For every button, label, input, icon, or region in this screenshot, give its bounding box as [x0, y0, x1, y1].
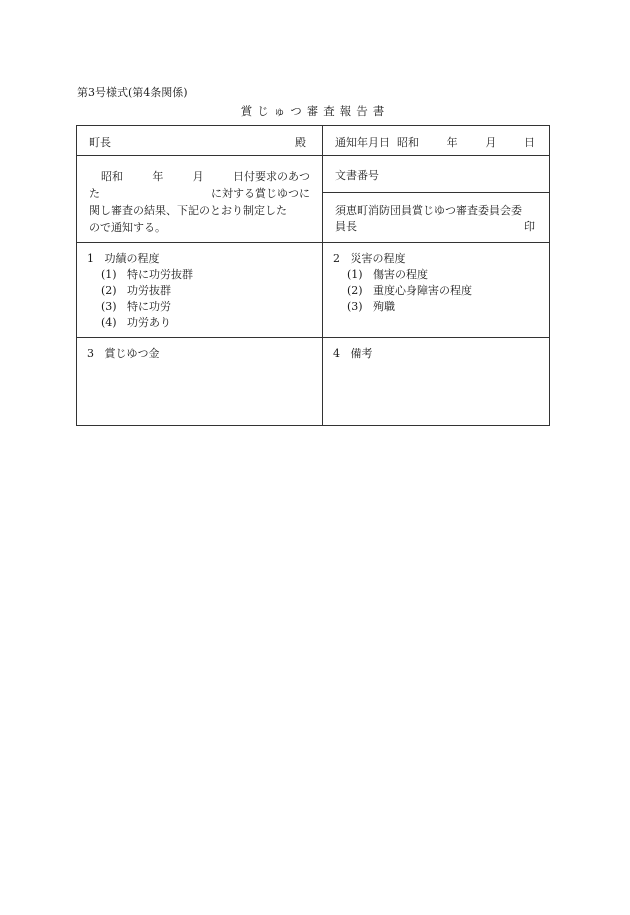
- notice-date-day: 日: [523, 136, 535, 149]
- remarks-heading: 4 備考: [333, 347, 373, 360]
- form-number: 第3号様式(第4条関係): [77, 86, 188, 99]
- merit-degree-cell: [77, 243, 323, 338]
- merit-item: (2) 功労抜群: [101, 284, 171, 297]
- seal-mark: 印: [524, 220, 535, 233]
- document-title: 賞じゅつ審査報告書: [240, 104, 390, 118]
- disaster-item: (1) 傷害の程度: [347, 268, 428, 281]
- report-form-table: [76, 125, 550, 426]
- merit-heading: 1 功績の程度: [87, 252, 160, 265]
- addressee-cell: [77, 126, 323, 156]
- award-cell: [77, 338, 323, 426]
- merit-item: (1) 特に功労抜群: [101, 268, 193, 281]
- remarks-cell: [323, 338, 550, 426]
- merit-item: (3) 特に功労: [101, 300, 171, 313]
- notice-date-label: 通知年月日 昭和: [335, 136, 419, 149]
- committee-chair-field: 須恵町消防団員賞じゆつ審査委員会委 員長 印: [335, 204, 535, 233]
- document-number-field: 文書番号: [323, 156, 549, 193]
- notice-date-month: 月: [485, 136, 497, 149]
- disaster-item: (2) 重度心身障害の程度: [347, 284, 472, 297]
- notice-date-year: 年: [446, 136, 458, 149]
- disaster-heading: 2 災害の程度: [333, 252, 406, 265]
- doc-info-cell: [323, 156, 550, 243]
- request-line-3: 関し審査の結果、下記のとおり制定した: [89, 204, 287, 217]
- award-heading: 3 賞じゆつ金: [87, 347, 160, 360]
- request-line-2: た に対する賞じゆつに: [89, 187, 310, 200]
- addressee-honorific: 殿: [295, 136, 306, 149]
- disaster-item: (3) 殉職: [347, 300, 395, 313]
- addressee-label: 町長: [89, 136, 111, 149]
- disaster-degree-cell: [323, 243, 550, 338]
- notice-date-cell: [323, 126, 550, 156]
- request-line-4: ので通知する。: [89, 221, 166, 234]
- request-line-1: 昭和 年 月 日付要求のあつ: [101, 170, 310, 183]
- notice-date-era: 昭和: [397, 136, 419, 149]
- merit-item: (4) 功労あり: [101, 316, 171, 329]
- request-text-cell: [77, 156, 323, 243]
